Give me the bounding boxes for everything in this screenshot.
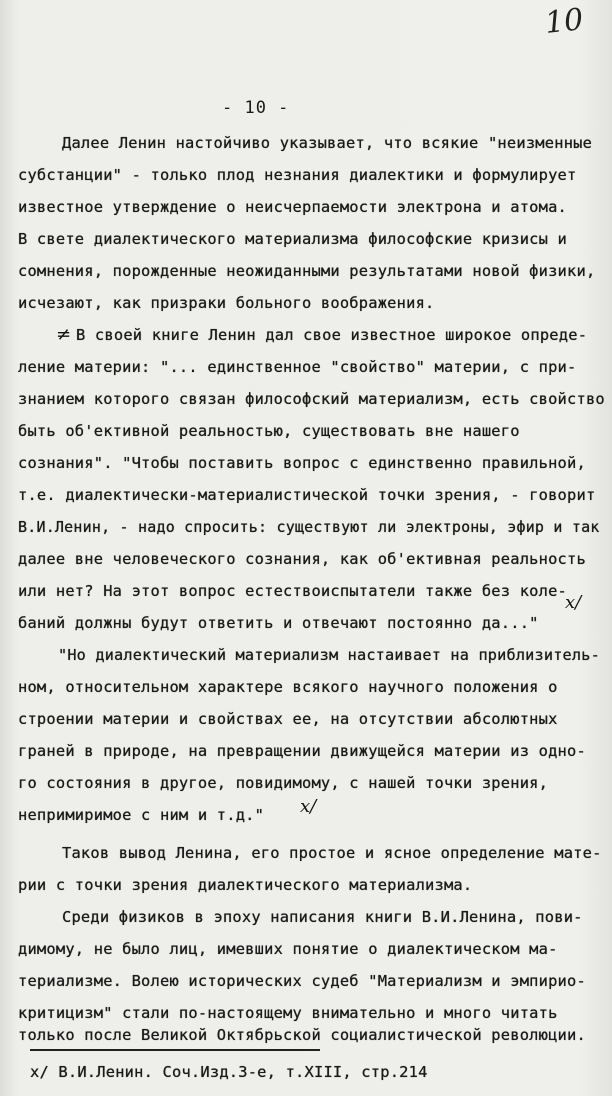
- margin-mark: ≠: [56, 324, 72, 345]
- footnote: x/ В.И.Ленин. Соч.Изд.3-е, т.XIII, стр.214: [30, 1063, 428, 1081]
- text-line: Далее Ленин настойчиво указывает, что всякие "неизменные: [62, 134, 593, 152]
- text-line: только после Великой Октябрьской социалистической революции.: [18, 1026, 586, 1044]
- text-line: исчезают, как призраки больного воображения.: [18, 294, 435, 312]
- text-line: или нет? На этот вопрос естествоиспытатели также без коле-: [18, 582, 568, 600]
- text-line: сознания". "Чтобы поставить вопрос с единственно правильной,: [18, 454, 586, 472]
- text-line: непримиримое с ним и т.д.": [18, 806, 265, 824]
- text-line: териализме. Волею исторических судеб "Материализм и эмпирио-: [18, 972, 586, 990]
- footnote-mark: x/: [565, 592, 582, 613]
- text-line: Среди физиков в эпоху написания книги В.И.Ленина, пови-: [62, 908, 583, 926]
- text-line: рии с точки зрения диалектического материализма.: [18, 876, 473, 894]
- text-line: ление материи: "... единственное "свойство" материи, с при-: [18, 358, 577, 376]
- text-line: Таков вывод Ленина, его простое и ясное определение мате-: [62, 844, 602, 862]
- text-line: знанием которого связан философский материализм, есть свойство: [18, 390, 605, 408]
- text-line: го состояния в другое, повидимому, с нашей точки зрения,: [18, 774, 549, 792]
- text-line: быть об'ективной реальностью, существовать вне нашего: [18, 422, 520, 440]
- text-line: далее вне человеческого сознания, как об'ективная реальность: [18, 550, 586, 568]
- text-line: димому, не было лиц, имевших понятие о диалектическом ма-: [18, 940, 558, 958]
- footnote-mark: x/: [300, 796, 317, 817]
- text-line: строении материи и свойствах ее, на отсутствии абсолютных: [18, 710, 558, 728]
- text-line: В.И.Ленин, - надо спросить: существуют ли электроны, эфир и так: [18, 518, 600, 536]
- text-line: известное утверждение о неисчерпаемости электрона и атома.: [18, 198, 568, 216]
- text-line: субстанции" - только плод незнания диалектики и формулирует: [18, 166, 577, 184]
- text-line: "Но диалектический материализм настаивает на приблизитель-: [58, 646, 600, 664]
- page-number: - 10 -: [222, 98, 290, 118]
- text-line: баний должны будут ответить и отвечают постоянно да...": [18, 614, 539, 632]
- text-line: граней в природе, на превращении движущейся материи из одно-: [18, 742, 586, 760]
- footnote-divider: [30, 1049, 320, 1051]
- text-line: В свете диалектического материализма философские кризисы и: [18, 230, 568, 248]
- text-line: ном, относительном характере всякого научного положения о: [18, 678, 558, 696]
- text-line: сомнения, порожденные неожиданными результатами новой физики,: [18, 262, 596, 280]
- text-line: В своей книге Ленин дал свое известное широкое опреде-: [76, 326, 588, 344]
- handwritten-page-number: 10: [543, 2, 585, 41]
- text-line: т.е. диалектически-материалистической точки зрения, - говорит: [18, 486, 596, 504]
- text-line: критицизм" стали по-настоящему внимательно и много читать: [18, 1004, 558, 1022]
